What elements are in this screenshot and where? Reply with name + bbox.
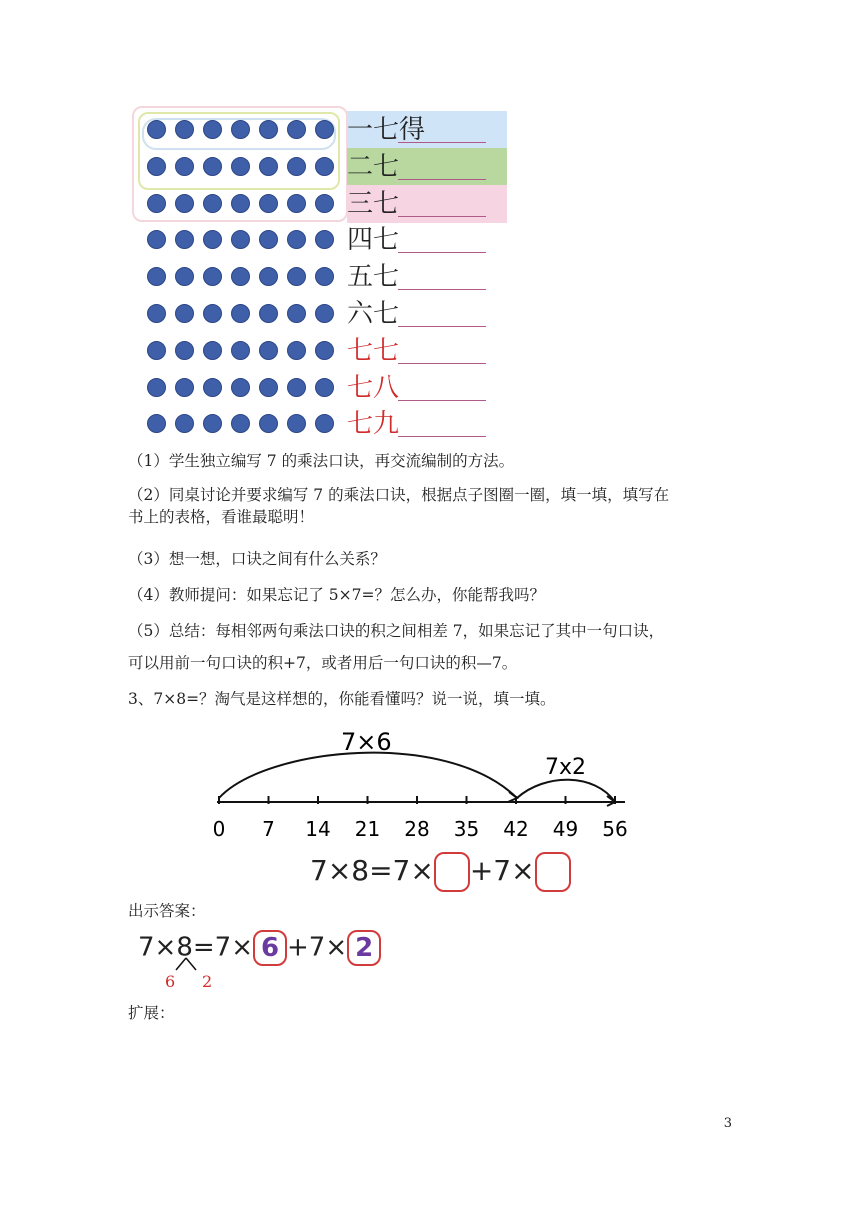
dot — [259, 157, 278, 176]
dot — [231, 304, 250, 323]
dot — [231, 267, 250, 286]
split-right: 2 — [202, 972, 213, 991]
answer-blank[interactable] — [398, 252, 486, 253]
tick-label: 49 — [552, 817, 579, 841]
answer-blank[interactable] — [398, 289, 486, 290]
dot — [175, 120, 194, 139]
answer-blank[interactable] — [398, 179, 486, 180]
answer-box-1[interactable] — [434, 852, 470, 892]
dot — [259, 341, 278, 360]
step-line: （3）想一想，口诀之间有什么关系？ — [128, 550, 386, 568]
dot — [203, 157, 222, 176]
row-label: 四七 — [347, 225, 400, 256]
dot — [259, 267, 278, 286]
dot — [203, 267, 222, 286]
answer-blank[interactable] — [398, 363, 486, 364]
answer-blank[interactable] — [398, 326, 486, 327]
dot — [203, 120, 222, 139]
step-line: 3、7×8=？淘气是这样想的，你能看懂吗？说一说，填一填。 — [128, 690, 556, 708]
dot — [203, 378, 222, 397]
dot — [315, 378, 334, 397]
answer-left: 7× — [138, 932, 177, 963]
answer-eq: =7× — [192, 932, 253, 963]
answer-box-6: 6 — [253, 930, 287, 966]
dot — [147, 378, 166, 397]
dot — [315, 414, 334, 433]
dot — [203, 414, 222, 433]
arc1-label: 7×6 — [341, 728, 392, 756]
dot — [287, 230, 306, 249]
row-label: 一七得 — [347, 115, 426, 145]
tick-label: 14 — [305, 817, 331, 841]
dot — [147, 230, 166, 249]
page-number: 3 — [723, 1116, 732, 1131]
dot — [231, 378, 250, 397]
arc-7x6 — [219, 753, 517, 798]
dot — [175, 267, 194, 286]
dot — [315, 194, 334, 213]
answer-plus: +7× — [287, 932, 348, 963]
dot — [231, 230, 250, 249]
equation-left: 7×8=7× — [310, 854, 434, 887]
step-line: （2）同桌讨论并要求编写 7 的乘法口诀，根据点子图圈一圈，填一填，填写在 — [128, 486, 670, 504]
dot — [315, 230, 334, 249]
dot — [287, 378, 306, 397]
dot — [147, 120, 166, 139]
tick-label: 42 — [503, 817, 529, 841]
tick-label: 28 — [404, 817, 430, 841]
dot — [259, 378, 278, 397]
dot — [259, 194, 278, 213]
dot — [315, 157, 334, 176]
dot — [203, 304, 222, 323]
step-line: 可以用前一句口诀的积+7，或者用后一句口诀的积—7。 — [128, 654, 518, 672]
row-label: 七八 — [347, 372, 400, 403]
split-left: 6 — [165, 972, 176, 991]
row-label: 三七 — [347, 188, 400, 219]
dot — [203, 341, 222, 360]
tick-label: 7 — [262, 817, 275, 841]
dot — [259, 230, 278, 249]
dot — [287, 194, 306, 213]
dot — [287, 341, 306, 360]
dot — [231, 194, 250, 213]
dot — [315, 267, 334, 286]
row-label: 六七 — [347, 299, 400, 329]
equation-question — [310, 852, 571, 892]
step-line: 书上的表格，看谁最聪明！ — [128, 508, 315, 526]
dot — [315, 304, 334, 323]
answer-blank[interactable] — [398, 436, 486, 437]
answer-box-2[interactable] — [535, 852, 571, 892]
dot — [231, 414, 250, 433]
answer-blank[interactable] — [398, 400, 486, 401]
row-label: 二七 — [347, 151, 400, 182]
answer-eight: 8 — [176, 932, 193, 963]
row-label: 七九 — [347, 409, 400, 440]
dot — [231, 120, 250, 139]
dot — [175, 414, 194, 433]
row-label: 五七 — [347, 262, 400, 293]
dot — [259, 304, 278, 323]
dot — [147, 341, 166, 360]
answer-heading: 出示答案： — [128, 902, 206, 920]
dot — [203, 194, 222, 213]
dot — [147, 304, 166, 323]
step-line: （5）总结：每相邻两句乘法口诀的积之间相差 7，如果忘记了其中一句口诀， — [128, 622, 665, 640]
tick-label: 21 — [354, 817, 381, 841]
dot — [315, 120, 334, 139]
dot — [175, 157, 194, 176]
equation-mid: +7× — [469, 854, 535, 887]
dot — [147, 414, 166, 433]
dot — [175, 304, 194, 323]
dot — [287, 304, 306, 323]
dot — [147, 267, 166, 286]
dot — [287, 120, 306, 139]
dot — [175, 230, 194, 249]
dot — [203, 230, 222, 249]
dot — [231, 157, 250, 176]
row-label: 七七 — [347, 335, 400, 366]
dot — [315, 341, 334, 360]
tick-label: 0 — [212, 817, 226, 841]
dot — [287, 157, 306, 176]
tick-label: 35 — [453, 817, 480, 841]
dot — [175, 341, 194, 360]
tick-label: 56 — [602, 817, 628, 841]
answer-box-2: 2 — [347, 930, 381, 966]
dot — [175, 194, 194, 213]
dot — [259, 120, 278, 139]
dot — [147, 194, 166, 213]
expand-label: 扩展： — [128, 1004, 175, 1022]
dot — [287, 414, 306, 433]
arc2-label: 7x2 — [545, 755, 587, 780]
dot — [231, 341, 250, 360]
step-line: （1）学生独立编写 7 的乘法口诀，再交流编制的方法。 — [128, 452, 515, 470]
answer-blank[interactable] — [398, 216, 486, 217]
dot — [147, 157, 166, 176]
dot — [259, 414, 278, 433]
dot — [287, 267, 306, 286]
dot — [175, 378, 194, 397]
dot-array-figure — [128, 104, 510, 440]
step-line: （4）教师提问：如果忘记了 5×7=？怎么办，你能帮我吗？ — [128, 586, 545, 604]
answer-blank[interactable] — [398, 142, 486, 143]
